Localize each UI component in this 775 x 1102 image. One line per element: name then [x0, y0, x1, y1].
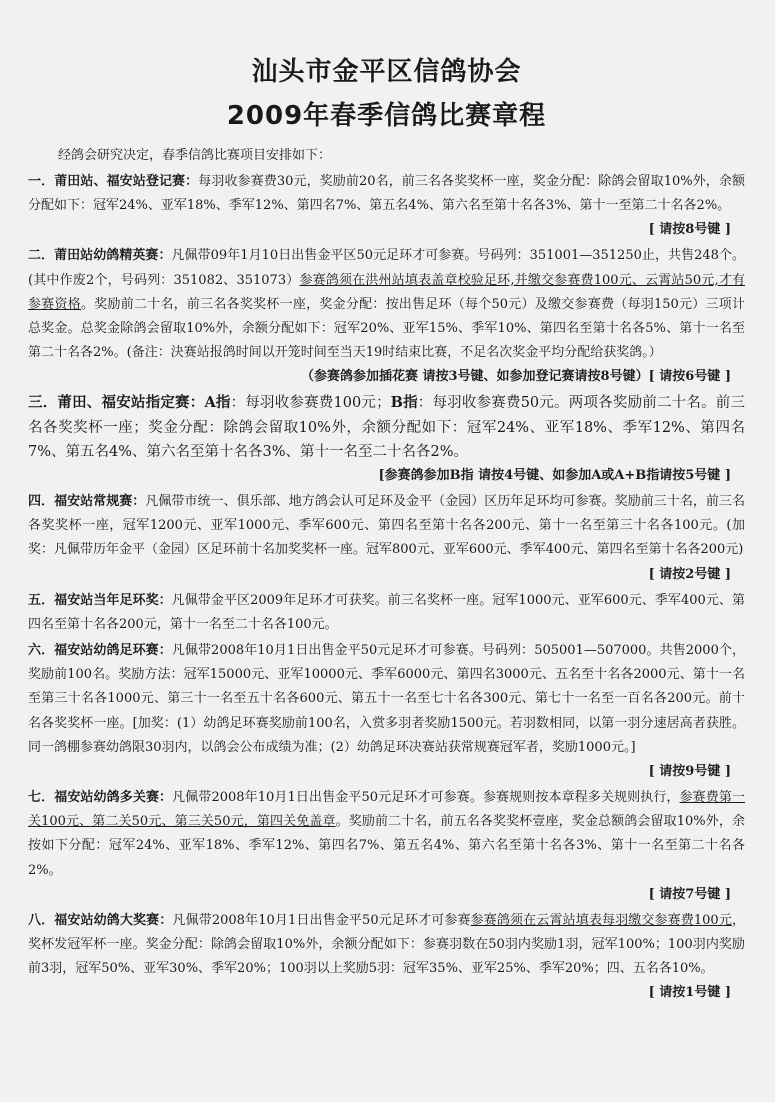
section-2-heading: 二．莆田站幼鸽精英赛：	[28, 248, 172, 264]
section-6-heading: 六．福安站幼鸽足环赛：	[28, 643, 172, 659]
section-7-body-1: 凡佩带2008年10月1日出售金平50元足环才可参赛。参赛规则按本章程多关规则执行，	[172, 790, 680, 806]
section-5-text	[28, 589, 745, 637]
section-7-text	[28, 786, 745, 883]
section-8-underlined-note: 参赛鸽须在云霄站填表每羽缴交参赛费100元	[470, 912, 732, 928]
section-3-a-text: ：每羽收参赛费100元；	[230, 395, 391, 412]
section-2	[28, 244, 745, 389]
section-2-body-2: 。奖励前二十名，前三名各奖奖杯一座，奖金分配：按出售足环（每个50元）及缴交参赛费（每羽150元）三项计总奖金。总奖金除鸽会留取10%外，余额分配如下：冠军20%、亚军15%、季军10%、第四名至第十名各5%、第十一名至第二十名各2%。(备注：決赛站报鸽时间以开笼时间至当天19时结束比赛，不足名次奖金平均分配给获奖鸽。）	[28, 296, 745, 361]
association-title: 汕头市金平区信鸽协会	[251, 57, 522, 87]
section-8-text	[28, 909, 745, 982]
section-1-heading: 一．莆田站、福安站登记赛：	[28, 174, 199, 189]
section-8	[28, 909, 745, 1006]
section-4	[28, 490, 745, 587]
section-7-underlined-note: 参赛费第一关100元、第二关50元、第三关50元，第四关免盖章	[28, 790, 745, 830]
section-3-heading: 三．莆田、福安站指定赛：	[28, 394, 205, 412]
intro-text: 经鸽会研究决定，春季信鸽比赛项目安排如下：	[58, 148, 332, 163]
section-1-body: 每羽收参赛费30元，奖励前20名，前三名各奖奖杯一座，奖金分配：除鸽会留取10%外，余额分配如下：冠军24%、亚军18%、季军12%、第四名7%、第五名4%、第六名至第十名各3%、第十一至第二十名各2%。	[28, 174, 745, 214]
section-8-heading: 八．福安站幼鸽大奖赛：	[28, 912, 173, 928]
section-8-key-note: [ 请按1号键 ]	[648, 985, 731, 1001]
section-3-b-label: B指	[390, 394, 418, 412]
rules-title: 2009年春季信鸽比赛章程	[226, 101, 547, 131]
section-6	[28, 639, 745, 784]
section-2-underlined-note: 参赛鸽须在洪州站填表盖章校验足环,并缴交参赛费100元、云霄站50元,才有参赛资格	[28, 272, 745, 312]
section-6-body: 凡佩带2008年10月1日出售金平50元足环才可参赛。号码列：505001—507000。共售2000个，奖励前100名。奖励方法：冠军15000元、亚军10000元、季军6000元、第四名3000元、五名至十名各2000元、第十一名至第三十名各1000元、第三十一名至五十名各600元、第五十一名至七十名各300元、第七十一名至一百名各200元。前十名各奖奖杯一座。[加奖：(1）幼鸽足环赛奖励前100名，入赏多羽者奖励1500元。若羽数相同，以第一羽分速居高者获胜。同一鸽棚参赛幼鸽限30羽内，以鸽会公布成绩为准；(2）幼鸽足环决赛站获常规赛冠军者，奖励1000元。]	[28, 643, 745, 755]
section-1	[28, 170, 745, 242]
section-5	[28, 589, 745, 637]
section-4-text	[28, 490, 745, 563]
section-7	[28, 786, 745, 907]
section-5-body: 凡佩带金平区2009年足环才可获奖。前三名奖杯一座。冠军1000元、亚军600元、季军400元、第四名至第十名各200元，第十一名至二十名各100元。	[28, 592, 745, 632]
section-4-body: 凡佩带市统一、俱乐部、地方鸽会认可足环及金平（金园）区历年足环均可参赛。奖励前三十名，前三名各奖奖杯一座，冠军1200元、亚军1000元、季军600元、第四名至第十名各200元、第十一名至第三十名各100元。(加奖：凡佩带历年金平（金园）区足环前十名加奖奖杯一座。冠军800元、亚军600元、季军400元、第四名至第十名各200元)	[28, 494, 745, 558]
section-4-heading: 四．福安站常规赛：	[28, 494, 146, 510]
section-6-key-note: [ 请按9号键 ]	[648, 764, 731, 780]
section-8-body-1: 凡佩带2008年10月1日出售金平50元足环才可参赛	[172, 912, 471, 928]
section-6-text	[28, 639, 745, 760]
section-2-key-note: （参赛鸽参加插花赛 请按3号键、如参加登记赛请按8号键）[ 请按6号键 ]	[300, 369, 731, 385]
section-3-body: ：每羽收参赛费50元。两项各奖励前二十名。前三名各奖奖杯一座；奖金分配：除鸽会留取10%外，余额分配如下：冠军24%、亚军18%、季军12%、第四名7%、第五名4%、第六名至第十名各3%、第十一名至二十名各2%。	[28, 395, 745, 460]
section-8-body-2: ，奖杯发冠军杯一座。奖金分配：除鸽会留取10%外，余额分配如下：参赛羽数在50羽内奖励1羽，冠军100%；100羽内奖励前3羽，冠军50%、亚军30%、季军20%；100羽以上奖励5羽：冠军35%、亚军25%、季军20%；四、五名各10%。	[28, 912, 745, 977]
section-7-key-note: [ 请按7号键 ]	[648, 886, 731, 902]
section-7-heading: 七．福安站幼鸽多关赛：	[28, 790, 173, 806]
section-2-body-1: 凡佩带09年1月10日出售金平区50元足环才可参赛。号码列：351001—351250止，共售248个。(其中作废2个，号码列：351082、351073）	[28, 248, 745, 288]
section-1-key-note: [ 请按8号键 ]	[648, 222, 731, 238]
section-4-key-note: [ 请按2号键 ]	[648, 566, 731, 582]
section-3-text	[28, 391, 745, 464]
section-3	[28, 391, 745, 488]
section-3-key-note: [参赛鸽参加B指 请按4号键、如参加A或A+B指请按5号键 ]	[378, 468, 731, 484]
section-2-text	[28, 244, 745, 365]
section-7-body-2: 。奖励前二十名，前五名各奖奖杯壹座，奖金总额鸽会留取10%外，余按如下分配：冠军24%、亚军18%、季军12%、第四名7%、第五名4%、第六名至第十名各3%、第十一名至第二十名各2%。	[28, 814, 745, 878]
section-1-text	[28, 170, 745, 218]
section-5-heading: 五．福安站当年足环奖：	[28, 592, 172, 608]
section-3-a-label: A指	[204, 394, 231, 412]
